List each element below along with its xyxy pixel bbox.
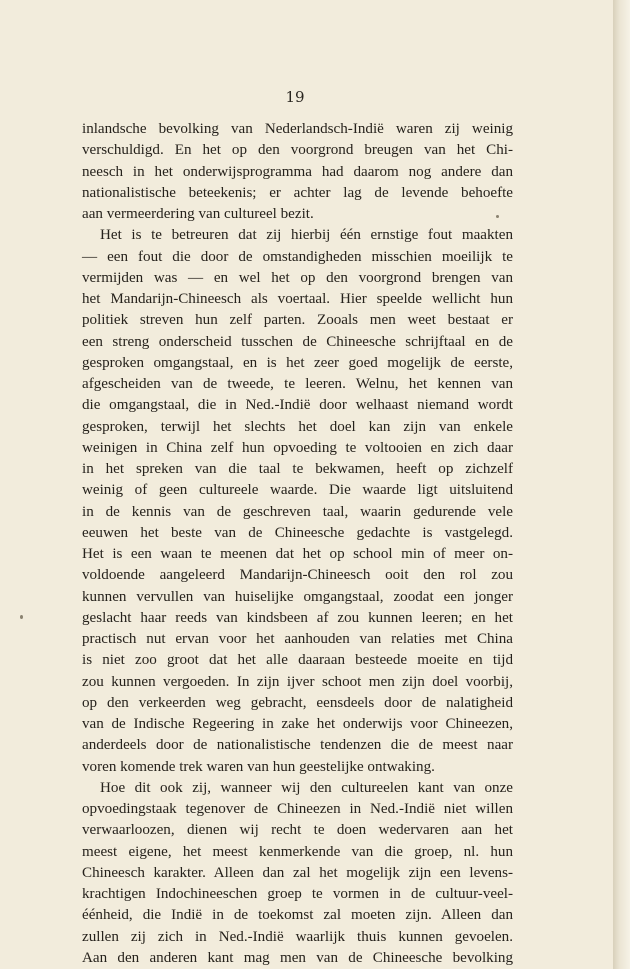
text-line: inlandsche bevolking van Nederlandsch-Indië waren zij weinig bbox=[82, 121, 513, 137]
text-line: meest eigene, het meest kenmerkende van die groep, nl. hun bbox=[82, 843, 513, 860]
text-line: geslacht haar reeds van kindsbeen af zou kunnen leeren; en het bbox=[82, 609, 513, 626]
body-text bbox=[82, 119, 513, 969]
text-line: aan vermeerdering van cultureel bezit. bbox=[82, 206, 314, 222]
text-line: voldoende aangeleerd Mandarijn-Chineesch ooit den rol zou bbox=[82, 567, 513, 584]
text-line: nationalistische beteekenis; er achter lag de levende behoefte bbox=[82, 184, 513, 201]
text-line: practisch nut ervan voor het aanhouden van relaties met China bbox=[82, 631, 513, 647]
text-line: verschuldigd. En het op den voorgrond breugen van het Chi- bbox=[82, 142, 513, 159]
text-line: Het is te betreuren dat zij hierbij één ernstige fout maakten bbox=[100, 227, 513, 244]
text-line: voren komende trek waren van hun geestelijke ontwaking. bbox=[82, 758, 435, 775]
text-line: Aan den anderen kant mag men van de Chineesche bevolking bbox=[82, 949, 513, 966]
text-line: éénheid, die Indië in de toekomst zal moeten zijn. Alleen dan bbox=[82, 907, 513, 924]
text-line: weinig of geen cultureele waarde. Die waarde ligt uitsluitend bbox=[82, 482, 513, 499]
text-line: in het spreken van die taal te bekwamen, heeft op zichzelf bbox=[82, 461, 513, 477]
text-line: eeuwen het beste van de Chineesche gedachte is vastgelegd. bbox=[82, 524, 513, 541]
text-line: zou kunnen vergoeden. In zijn ijver schoot men zijn doel voorbij, bbox=[82, 673, 513, 690]
text-line: een streng onderscheid tusschen de Chineesche schrijftaal en de bbox=[82, 333, 513, 350]
paper-speck bbox=[496, 215, 499, 218]
text-line: van de Indische Regeering in zake het onderwijs voor Chineezen, bbox=[82, 716, 513, 732]
text-line: gesproken omgangstaal, en is het zeer goed mogelijk de eerste, bbox=[82, 354, 513, 371]
text-line: gesproken, terwijl het slechts het doel kan zijn van enkele bbox=[82, 418, 513, 435]
text-line: neesch in het onderwijsprogramma had daarom nog andere dan bbox=[82, 163, 513, 180]
text-line: anderdeels door de nationalistische tendenzen die de meest naar bbox=[82, 737, 513, 754]
text-line: afgescheiden van de tweede, te leeren. Welnu, het kennen van bbox=[82, 376, 513, 392]
text-line: Het is een waan te meenen dat het op school min of meer on- bbox=[82, 546, 513, 562]
page-edge bbox=[613, 0, 630, 969]
text-line: — een fout die door de omstandigheden misschien moeilijk te bbox=[82, 248, 513, 265]
text-line: zullen zij zich in Ned.-Indië waarlijk thuis kunnen gevoelen. bbox=[82, 928, 513, 945]
text-line: opvoedingstaak tegenover de Chineezen in Ned.-Indië niet willen bbox=[82, 801, 513, 817]
text-line: het Mandarijn-Chineesch als voertaal. Hier speelde wellicht hun bbox=[82, 291, 513, 307]
text-line: vermijden was — en wel het op den voorgrond brengen van bbox=[82, 269, 513, 286]
text-line: die omgangstaal, die in Ned.-Indië door welhaast niemand wordt bbox=[82, 397, 513, 414]
text-line: weinigen in China zelf hun opvoeding te voltooien en zich daar bbox=[82, 439, 513, 456]
paper-speck bbox=[20, 615, 23, 619]
text-line: Hoe dit ook zij, wanneer wij den cultureelen kant van onze bbox=[100, 779, 513, 796]
text-line: krachtigen Indochineeschen groep te vormen in de cultuur-veel- bbox=[82, 886, 513, 902]
text-line: is niet zoo groot dat het alle daaraan besteede moeite en tijd bbox=[82, 652, 513, 669]
text-line: politiek streven hun zelf parten. Zooals men weet bestaat er bbox=[82, 312, 513, 329]
page-number: 19 bbox=[285, 88, 305, 106]
text-line: kunnen vervullen van huiselijke omgangstaal, zoodat een jonger bbox=[82, 588, 513, 605]
text-line: in de kennis van de geschreven taal, waarin gedurende vele bbox=[82, 503, 513, 520]
text-line: verwaarloozen, dienen wij recht te doen wedervaren aan het bbox=[82, 822, 513, 839]
text-line: Chineesch karakter. Alleen dan zal het mogelijk zijn een levens- bbox=[82, 864, 513, 881]
text-line: op den verkeerden weg gebracht, eensdeels door de nalatigheid bbox=[82, 694, 513, 711]
